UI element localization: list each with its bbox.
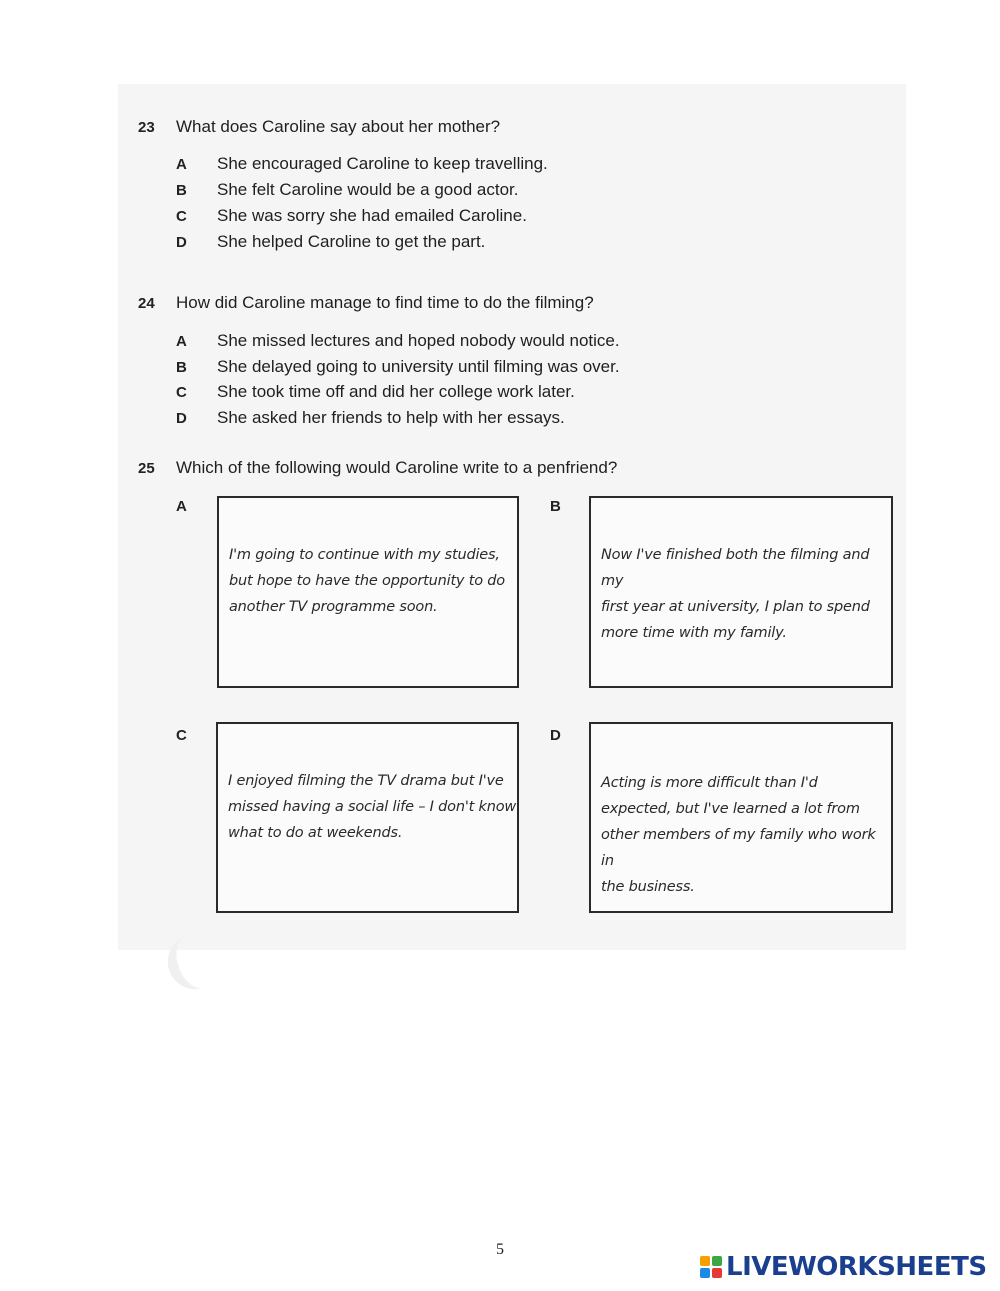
q25-card-d-line-1: Acting is more difficult than I'd [601,775,818,791]
q23-option-d-text: She helped Caroline to get the part. [217,232,486,251]
q25-card-c-text [228,768,516,846]
q24-option-b-text: She delayed going to university until filming was over. [217,357,620,376]
q23-option-d-letter: D [176,234,187,251]
q25-card-d-text [601,770,891,900]
question-23-text: What does Caroline say about her mother? [176,117,501,136]
q25-card-c-letter: C [176,727,187,744]
q24-option-c-text: She took time off and did her college work later. [217,382,575,401]
logo-square-2 [712,1256,722,1266]
liveworksheets-logo[interactable] [700,1252,987,1282]
q25-card-d-line-4: the business. [601,879,695,895]
logo-square-3 [700,1268,710,1278]
page-number: 5 [496,1241,504,1258]
q23-option-b-letter: B [176,182,187,199]
q25-card-a-text [229,542,505,620]
q25-card-d-letter: D [550,727,561,744]
q25-card-d-line-3: other members of my family who work in [601,827,876,869]
q23-option-b-text: She felt Caroline would be a good actor. [217,180,519,199]
q23-option-c-letter: C [176,208,187,225]
q25-card-c [216,722,519,913]
q25-card-a-line-2: but hope to have the opportunity to do [229,573,505,589]
q25-card-c-line-3: what to do at weekends. [228,825,403,841]
q25-card-a-letter: A [176,498,187,515]
q25-card-b-line-2: first year at university, I plan to spend [601,599,870,615]
q25-card-d-line-2: expected, but I've learned a lot from [601,801,860,817]
liveworksheets-logo-icon [700,1256,722,1278]
question-25-number: 25 [138,460,155,477]
q25-card-c-line-1: I enjoyed filming the TV drama but I've [228,773,504,789]
q24-option-d-letter: D [176,410,187,427]
q25-card-b-line-1: Now I've finished both the filming and my [601,547,870,589]
q24-option-a-text: She missed lectures and hoped nobody would notice. [217,331,620,350]
logo-square-1 [700,1256,710,1266]
question-23-number: 23 [138,119,155,136]
question-24-number: 24 [138,295,155,312]
q25-card-c-line-2: missed having a social life – I don't know [228,799,517,815]
q25-card-b-letter: B [550,498,561,515]
q24-option-a-letter: A [176,333,187,350]
logo-square-4 [712,1268,722,1278]
q25-card-b [589,496,893,688]
q25-card-a-line-3: another TV programme soon. [229,599,438,615]
q24-option-c-letter: C [176,384,187,401]
question-24-text: How did Caroline manage to find time to do the filming? [176,293,594,312]
liveworksheets-logo-text: LIVEWORKSHEETS [726,1252,987,1282]
q25-card-b-text [601,542,891,646]
q23-option-c-text: She was sorry she had emailed Caroline. [217,206,527,225]
q25-card-d [589,722,893,913]
q24-option-b-letter: B [176,359,187,376]
q25-card-a [217,496,519,688]
q24-option-d-text: She asked her friends to help with her essays. [217,408,565,427]
question-25-text: Which of the following would Caroline write to a penfriend? [176,458,618,477]
q23-option-a-letter: A [176,156,187,173]
q25-card-a-line-1: I'm going to continue with my studies, [229,547,500,563]
q25-card-b-line-3: more time with my family. [601,625,787,641]
q23-option-a-text: She encouraged Caroline to keep travelling. [217,154,548,173]
